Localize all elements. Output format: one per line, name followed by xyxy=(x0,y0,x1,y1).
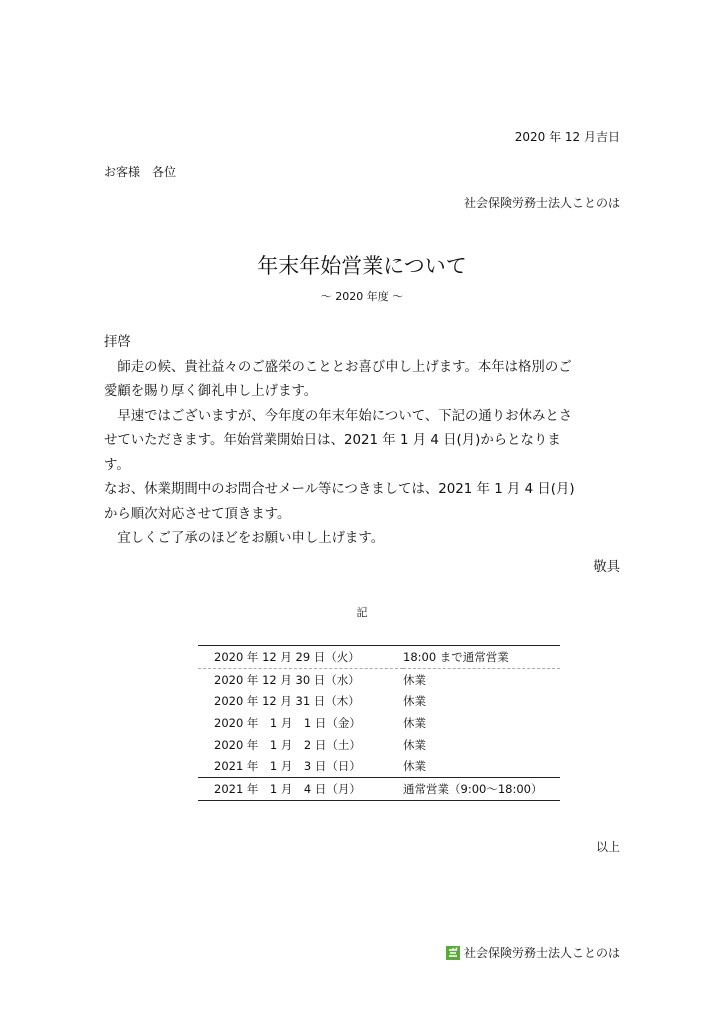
schedule-status: 休業 xyxy=(403,694,426,709)
table-row xyxy=(198,734,560,756)
page-title: 年末年始営業について xyxy=(257,254,467,278)
body-line: 宜しくご了承のほどをお願い申し上げます。 xyxy=(104,531,385,546)
schedule-status: 18:00 まで通常営業 xyxy=(403,646,560,669)
schedule-status: 休業 xyxy=(403,715,426,730)
footer-company-name: 社会保険労務士法人ことのは xyxy=(463,946,620,960)
salutation: 拝啓 xyxy=(104,335,131,350)
table-row xyxy=(198,691,560,713)
letter-date: 2020 年 12 月吉日 xyxy=(514,130,620,144)
table-row xyxy=(198,712,560,734)
table-row xyxy=(198,669,560,691)
ki-heading: 記 xyxy=(356,606,368,619)
body-line: せていただきます。年始営業開始日は、2021 年 1 月 4 日(月)からとなりま xyxy=(104,433,561,448)
sender-name: 社会保険労務士法人ことのは xyxy=(463,196,620,210)
body-line: 愛顧を賜り厚く御礼申し上げます。 xyxy=(104,384,318,399)
schedule-date: 2021 年 1 月 3 日（日） xyxy=(214,759,361,774)
schedule-date: 2020 年 12 月 31 日（木） xyxy=(214,694,360,709)
table-row xyxy=(198,646,560,669)
schedule-date: 2020 年 12 月 30 日（水） xyxy=(214,672,360,687)
closing: 敬具 xyxy=(593,560,620,575)
recipient: お客様 各位 xyxy=(104,165,177,179)
schedule-date: 2020 年 12 月 29 日（火） xyxy=(198,646,403,669)
schedule-status: 休業 xyxy=(403,759,426,774)
schedule-date: 2021 年 1 月 4 日（月） xyxy=(198,777,403,800)
schedule-status: 休業 xyxy=(403,737,426,752)
end-mark: 以上 xyxy=(595,840,620,854)
table-row xyxy=(198,755,560,777)
body-line: から順次対応させて頂きます。 xyxy=(104,506,291,522)
schedule-status: 通常営業（9:00～18:00） xyxy=(403,777,560,800)
letter-body xyxy=(104,331,624,552)
body-line: なお、休業期間中のお問合せメール等につきましては、2021 年 1 月 4 日(月) xyxy=(104,482,575,497)
body-line: 師走の候、貴社益々のご盛栄のこととお喜び申し上げます。本年は格別のご xyxy=(104,359,572,375)
body-line: す。 xyxy=(104,457,130,473)
schedule-date: 2020 年 1 月 2 日（土） xyxy=(214,737,361,752)
kotonoha-logo-icon xyxy=(446,946,460,960)
schedule-table xyxy=(198,645,560,801)
schedule-status: 休業 xyxy=(403,672,426,687)
footer-logo xyxy=(446,944,620,961)
schedule-date: 2020 年 1 月 1 日（金） xyxy=(214,715,361,730)
body-line: 早速ではございますが、今年度の年末年始について、下記の通りお休みとさ xyxy=(104,408,573,424)
page-subtitle: ～ 2020 年度 ～ xyxy=(320,290,404,303)
table-row xyxy=(198,777,560,800)
